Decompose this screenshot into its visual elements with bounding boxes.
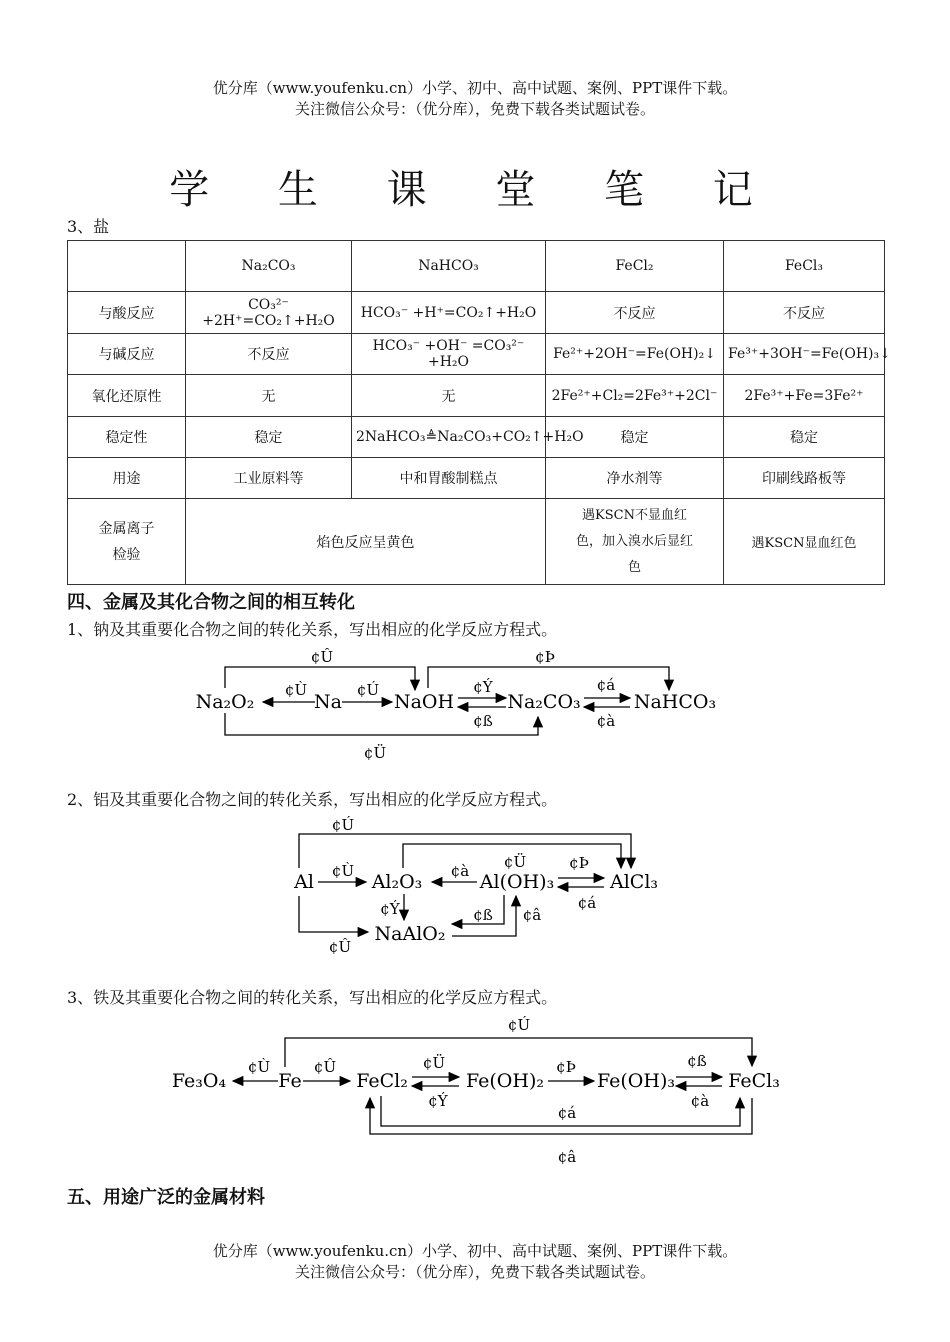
header-line-1: 优分库（www.youfenku.cn）小学、初中、高中试题、案例、PPT课件下载。 [212, 79, 738, 97]
table-cell: 2Fe³⁺+Fe=3Fe²⁺ [724, 375, 885, 417]
row-label: 与碱反应 [68, 334, 186, 375]
reaction-mark: ¢Ü [363, 744, 387, 762]
table-cell: 工业原料等 [186, 458, 352, 499]
table-header-cell [68, 241, 186, 292]
table-row [68, 375, 885, 417]
salt-table [67, 240, 891, 585]
table-cell: 稳定 [724, 417, 885, 458]
table-cell: 不反应 [546, 292, 724, 334]
reaction-mark: ¢Ý [380, 900, 400, 918]
table-cell: 2NaHCO₃≜Na₂CO₃+CO₂↑+H₂O [352, 417, 546, 458]
arrow-line [299, 896, 368, 932]
reaction-mark: ¢Ü [422, 1054, 446, 1072]
page-title: 学 生 课 堂 笔 记 [169, 167, 781, 213]
table-cell: 不反应 [724, 292, 885, 334]
table-header-cell: Na₂CO₃ [186, 241, 352, 292]
table-cell: 焰色反应呈黄色 [186, 499, 546, 585]
table-cell: 稳定 [546, 417, 724, 458]
table-header-cell: NaHCO₃ [352, 241, 546, 292]
species-fe: Fe [278, 1070, 302, 1092]
table-cell: 无 [186, 375, 352, 417]
reaction-mark: ¢Þ [556, 1058, 576, 1076]
row-label-line: 检验 [112, 546, 141, 563]
table-cell: 中和胃酸制糕点 [352, 458, 546, 499]
cell-line: 色，加入溴水后显红 [575, 533, 693, 549]
section-4-heading: 四、金属及其化合物之间的相互转化 [67, 592, 355, 613]
aluminium-diagram [0, 812, 950, 972]
table-row [68, 292, 885, 334]
reaction-mark: ¢Ú [356, 681, 380, 699]
question-2: 2、铝及其重要化合物之间的转化关系，写出相应的化学反应方程式。 [67, 790, 558, 809]
species-fe3o4: Fe₃O₄ [171, 1070, 227, 1092]
table-row [68, 417, 885, 458]
reaction-mark: ¢ß [473, 906, 493, 924]
arrow-line [285, 1038, 752, 1067]
reaction-mark: ¢Û [310, 648, 334, 666]
reaction-mark: ¢à [596, 712, 616, 730]
reaction-mark: ¢ß [473, 712, 493, 730]
table-header-cell: FeCl₃ [724, 241, 885, 292]
reaction-mark: ¢Ú [331, 816, 355, 834]
species-fecl3: FeCl₃ [728, 1070, 780, 1092]
species-fecl2: FeCl₂ [356, 1070, 408, 1092]
species-feoh2: Fe(OH)₂ [466, 1070, 544, 1092]
row-label: 用途 [68, 458, 186, 499]
iron-diagram [0, 1010, 950, 1175]
table-cell: 稳定 [186, 417, 352, 458]
cell-line: 色 [627, 559, 641, 575]
question-1: 1、钠及其重要化合物之间的转化关系，写出相应的化学反应方程式。 [67, 620, 558, 639]
header-line-2: 关注微信公众号：（优分库），免费下载各类试题试卷。 [294, 100, 655, 118]
reaction-mark: ¢Ú [507, 1016, 531, 1034]
table-cell: 净水剂等 [546, 458, 724, 499]
table-cell: Fe³⁺+3OH⁻=Fe(OH)₃↓ [724, 334, 885, 375]
reaction-mark: ¢á [577, 894, 597, 912]
reaction-mark: ¢â [557, 1148, 577, 1166]
species-feoh3: Fe(OH)₃ [597, 1070, 675, 1092]
species-na2o2: Na₂O₂ [195, 691, 255, 713]
reaction-mark: ¢à [450, 862, 470, 880]
sodium-diagram [0, 640, 950, 770]
row-label-line: 金属离子 [98, 520, 155, 537]
arrow-line [428, 667, 669, 690]
species-naalo2: NaAlO₂ [374, 923, 446, 945]
species-alcl3: AlCl₃ [609, 871, 659, 893]
arrow-line [225, 667, 415, 690]
reaction-mark: ¢Ù [284, 681, 308, 699]
reaction-mark: ¢Û [328, 938, 352, 956]
species-na2co3: Na₂CO₃ [507, 691, 581, 713]
table-cell: 遇KSCN显血红色 [724, 499, 885, 585]
reaction-mark: ¢Ý [473, 678, 493, 696]
species-aloh3: Al(OH)₃ [479, 871, 555, 893]
reaction-mark: ¢à [690, 1092, 710, 1110]
table-header-row [68, 241, 885, 292]
reaction-mark: ¢Ù [331, 862, 355, 880]
reaction-mark: ¢Û [313, 1058, 337, 1076]
reaction-mark: ¢â [522, 906, 542, 924]
header [0, 78, 950, 120]
row-label: 稳定性 [68, 417, 186, 458]
table-cell: Fe²⁺+2OH⁻=Fe(OH)₂↓ [546, 334, 724, 375]
table-cell: CO₃²⁻ +2H⁺=CO₂↑+H₂O [186, 292, 352, 334]
footer-line-1: 优分库（www.youfenku.cn）小学、初中、高中试题、案例、PPT课件下载。 [212, 1242, 738, 1260]
table-cell: 不反应 [186, 334, 352, 375]
table-cell: 无 [352, 375, 546, 417]
table-row [68, 499, 885, 585]
cell-line: 遇KSCN不显血红 [582, 507, 687, 523]
reaction-mark: ¢Ü [503, 853, 527, 871]
reaction-mark: ¢Ý [428, 1092, 448, 1110]
reaction-mark: ¢Ù [247, 1058, 271, 1076]
table-cell: HCO₃⁻ +OH⁻ =CO₃²⁻ +H₂O [352, 334, 546, 375]
table-header-cell: FeCl₂ [546, 241, 724, 292]
species-nahco3: NaHCO₃ [633, 691, 717, 713]
table-cell: 印刷线路板等 [724, 458, 885, 499]
table-row [68, 458, 885, 499]
row-label: 与酸反应 [68, 292, 186, 334]
species-naoh: NaOH [393, 691, 455, 713]
table-cell [546, 499, 724, 585]
reaction-mark: ¢á [557, 1104, 577, 1122]
table-cell: HCO₃⁻ +H⁺=CO₂↑+H₂O [352, 292, 546, 334]
table-cell: 2Fe²⁺+Cl₂=2Fe³⁺+2Cl⁻ [546, 375, 724, 417]
table-row [68, 334, 885, 375]
species-al2o3: Al₂O₃ [371, 871, 423, 893]
question-3: 3、铁及其重要化合物之间的转化关系，写出相应的化学反应方程式。 [67, 988, 558, 1007]
species-na: Na [314, 691, 342, 713]
section-5-heading: 五、用途广泛的金属材料 [67, 1187, 265, 1208]
reaction-mark: ¢Þ [535, 648, 555, 666]
reaction-mark: ¢ß [687, 1052, 707, 1070]
species-al: Al [294, 871, 314, 893]
footer [0, 1241, 950, 1283]
row-label [68, 499, 186, 585]
reaction-mark: ¢Þ [569, 854, 589, 872]
footer-line-2: 关注微信公众号：（优分库），免费下载各类试题试卷。 [294, 1263, 655, 1281]
row-label: 氧化还原性 [68, 375, 186, 417]
reaction-mark: ¢á [596, 676, 616, 694]
salt-heading: 3、盐 [67, 217, 110, 236]
